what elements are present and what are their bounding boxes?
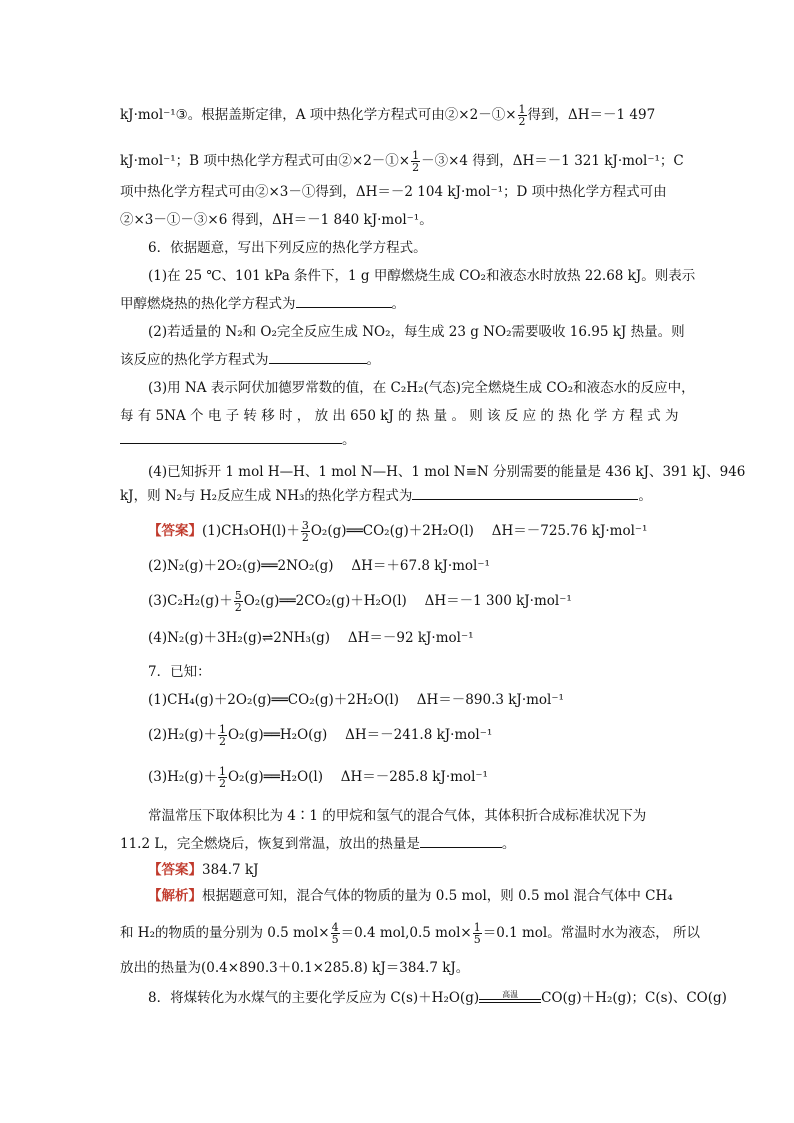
- fraction: [301, 520, 310, 543]
- text-run: CO(g)＋H₂(g)；C(s)、CO(g): [541, 990, 727, 1006]
- reaction-condition: 高温: [502, 990, 519, 999]
- fraction-denominator: 2: [412, 161, 420, 174]
- explanation-line: 放出的热量为(0.4×890.3＋0.1×285.8) kJ＝384.7 kJ。: [120, 960, 470, 976]
- question-6-title: 6．依据题意，写出下列反应的热化学方程式。: [148, 240, 427, 256]
- text-run: kJ·mol⁻¹③。根据盖斯定律，A 项中热化学方程式可由②×2－①×: [120, 107, 517, 123]
- answer-value: 384.7 kJ: [202, 862, 259, 878]
- text-run: ＝0.1 mol。常温时水为液态， 所以: [482, 925, 701, 941]
- equation-line: (1)CH₄(g)＋2O₂(g)══CO₂(g)＋2H₂O(l) ΔH＝－890.3 kJ·mol⁻¹: [148, 692, 564, 708]
- fraction-numerator: 3: [301, 519, 309, 532]
- explanation-line: [148, 886, 676, 906]
- answer-line: (4)N₂(g)＋3H₂(g)⇌2NH₃(g) ΔH＝－92 kJ·mol⁻¹: [148, 630, 474, 646]
- reaction-arrow: [479, 991, 541, 1008]
- text-run: (1)CH₃OH(l)＋: [202, 523, 300, 539]
- text-line: [120, 834, 676, 854]
- text-run: kJ·mol⁻¹；B 项中热化学方程式可由②×2－①×: [120, 153, 411, 169]
- text-run: O₂(g)══H₂O(g) ΔH＝－241.8 kJ·mol⁻¹: [227, 727, 493, 743]
- answer-blank[interactable]: [296, 295, 392, 308]
- text-run: 。: [366, 352, 380, 368]
- equals-sign: [479, 999, 541, 1003]
- text-line: (4)已知拆开 1 mol H—H、1 mol N—H、1 mol N≡N 分别需要的能量是 436 kJ、391 kJ、946: [148, 464, 746, 480]
- text-line: 常温常压下取体积比为 4∶1 的甲烷和氢气的混合气体，其体积折合成标准状况下为: [148, 808, 647, 824]
- fraction-denominator: 2: [518, 115, 526, 128]
- fraction: [518, 104, 527, 127]
- fraction-numerator: 1: [518, 103, 526, 116]
- text-run: 根据题意可知，混合气体的物质的量为 0.5 mol，则 0.5 mol 混合气体中 CH₄: [202, 888, 673, 904]
- fraction-numerator: 5: [234, 589, 242, 602]
- fraction: [411, 150, 420, 173]
- answer-tag: 【答案】: [148, 862, 202, 878]
- text-line: ②×3－①－③×6 得到，ΔH＝－1 840 kJ·mol⁻¹。: [120, 212, 433, 228]
- text-line: (3)用 NA 表示阿伏加德罗常数的值，在 C₂H₂(气态)完全燃烧生成 CO₂和液态水的反应中，: [148, 380, 695, 396]
- equation-line: [148, 766, 676, 789]
- text-line: [120, 486, 676, 506]
- text-run: 。: [501, 836, 516, 852]
- fraction-denominator: 2: [218, 777, 226, 790]
- fraction-numerator: 1: [218, 723, 226, 736]
- text-line: 项中热化学方程式可由②×3－①得到，ΔH＝－2 104 kJ·mol⁻¹；D 项中热化学方程式可由: [120, 184, 667, 200]
- fraction-denominator: 5: [473, 933, 481, 946]
- question-7-title: 7．已知：: [148, 664, 211, 680]
- text-run: 和 H₂的物质的量分别为 0.5 mol×: [120, 925, 330, 941]
- text-line: [120, 430, 676, 450]
- fraction-numerator: 4: [331, 921, 339, 934]
- fraction-denominator: 2: [234, 601, 242, 614]
- answer-line: (2)N₂(g)＋2O₂(g)══2NO₂(g) ΔH＝＋67.8 kJ·mol⁻¹: [148, 558, 490, 574]
- explanation-tag: 【解析】: [148, 888, 202, 904]
- answer-blank[interactable]: [412, 487, 638, 500]
- answer-blank[interactable]: [269, 351, 367, 364]
- text-run: O₂(g)══2CO₂(g)＋H₂O(l) ΔH＝－1 300 kJ·mol⁻¹: [243, 593, 572, 609]
- text-run: 8．将煤转化为水煤气的主要化学反应为 C(s)＋H₂O(g): [148, 990, 480, 1006]
- text-line: [120, 149, 684, 174]
- text-run: O₂(g)══CO₂(g)＋2H₂O(l) ΔH＝－725.76 kJ·mol⁻¹: [310, 523, 648, 539]
- text-line: (1)在 25 ℃、101 kPa 条件下，1 g 甲醇燃烧生成 CO₂和液态水时放热 22.68 kJ。则表示: [148, 268, 696, 284]
- text-run: O₂(g)══H₂O(l) ΔH＝－285.8 kJ·mol⁻¹: [227, 769, 488, 785]
- fraction: [234, 590, 243, 613]
- fraction: [218, 766, 227, 789]
- text-run: 甲醇燃烧热的热化学方程式为: [120, 296, 296, 312]
- fraction-numerator: 1: [473, 921, 481, 934]
- fraction-numerator: 1: [218, 765, 226, 778]
- text-run: －③×4 得到，ΔH＝－1 321 kJ·mol⁻¹；C: [421, 153, 684, 169]
- fraction: [218, 724, 227, 747]
- answer-line: [148, 590, 676, 613]
- text-line: (2)若适量的 N₂和 O₂完全反应生成 NO₂，每生成 23 g NO₂需要吸收 16.95 kJ 热量。则: [148, 324, 685, 340]
- text-run: 。: [638, 488, 652, 504]
- fraction: [331, 922, 340, 945]
- answer-line: [148, 860, 676, 880]
- text-run: (3)H₂(g)＋: [148, 769, 217, 785]
- answer-blank[interactable]: [120, 431, 342, 444]
- text-line: [120, 104, 676, 127]
- explanation-line: [120, 921, 701, 946]
- text-run: 。: [391, 296, 405, 312]
- fraction-denominator: 5: [331, 933, 339, 946]
- text-run: 11.2 L，完全燃烧后，恢复到常温，放出的热量是: [120, 836, 420, 852]
- fraction-numerator: 1: [412, 149, 420, 162]
- text-line: [120, 294, 676, 314]
- text-run: 该反应的热化学方程式为: [120, 352, 269, 368]
- text-run: ＝0.4 mol,0.5 mol×: [340, 925, 472, 941]
- fraction-denominator: 2: [218, 735, 226, 748]
- text-line: 每 有 5NA 个 电 子 转 移 时 ， 放 出 650 kJ 的 热 量 。 则 该 反 应 的 热 化 学 方 程 式 为: [120, 408, 679, 424]
- equation-line: [148, 724, 676, 747]
- answer-line: [148, 520, 676, 543]
- fraction-denominator: 2: [301, 531, 309, 544]
- text-run: (3)C₂H₂(g)＋: [148, 593, 233, 609]
- answer-tag: 【答案】: [148, 523, 202, 539]
- fraction: [473, 922, 482, 945]
- text-line: [120, 350, 676, 370]
- text-run: 得到，ΔH＝－1 497: [527, 107, 656, 123]
- question-8-line: [148, 988, 727, 1008]
- text-run: 。: [342, 432, 356, 448]
- text-run: kJ，则 N₂与 H₂反应生成 NH₃的热化学方程式为: [120, 488, 413, 504]
- answer-blank[interactable]: [420, 835, 502, 848]
- text-run: (2)H₂(g)＋: [148, 727, 217, 743]
